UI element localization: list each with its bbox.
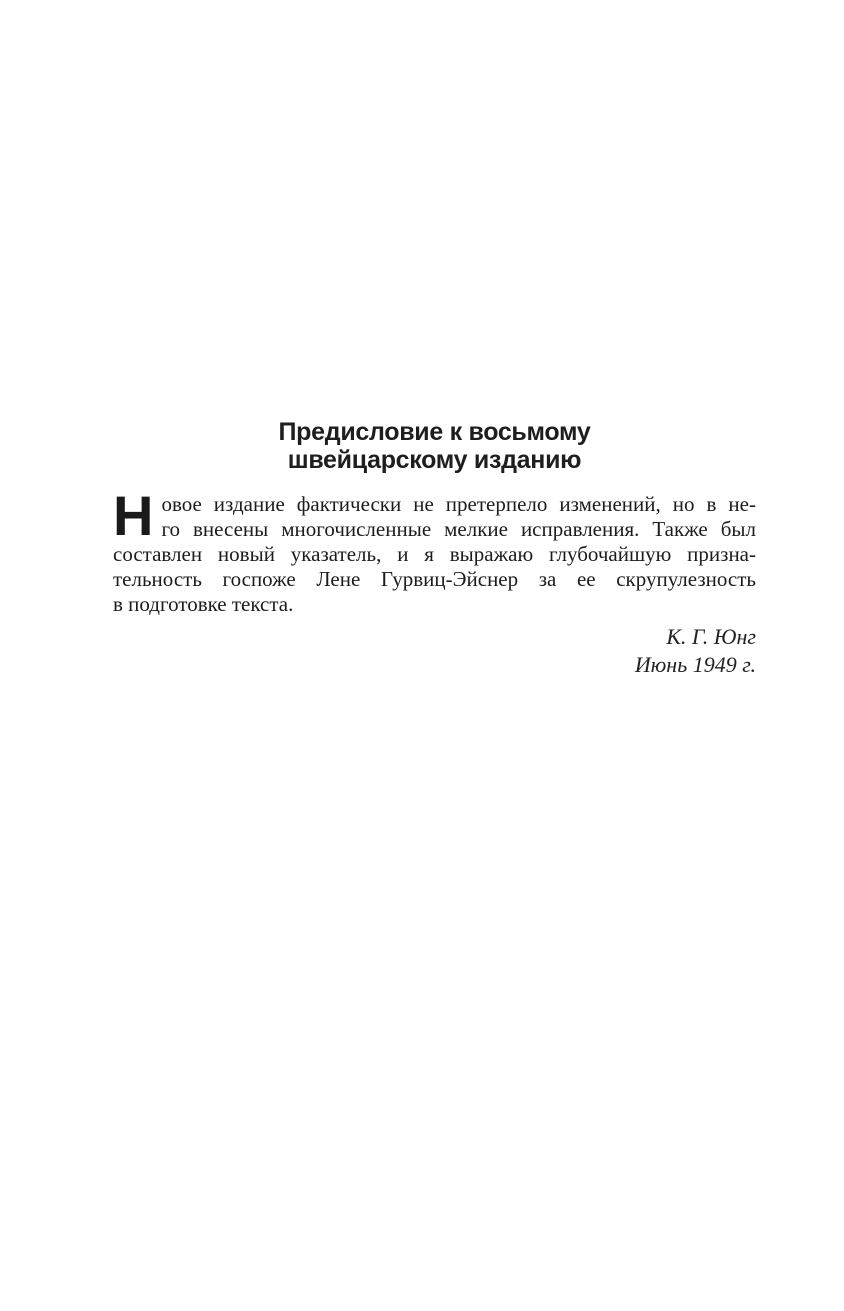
signature-block [113,623,756,679]
body-line: составлен новый указатель, и я выражаю глубочайшую призна- [113,542,756,566]
body-line: овое издание фактически не претерпело изменений, но в не- [161,492,756,516]
chapter-title [113,418,756,474]
body-line: тельность госпоже Лене Гурвиц-Эйснер за ее скрупулезность [113,567,756,591]
body-line: в подготовке текста. [113,592,294,616]
preface-paragraph [113,484,756,617]
body-line: го внесены многочисленные мелкие исправления. Также был [161,517,756,541]
page-content [113,418,756,679]
chapter-title-line-2: швейцарскому изданию [287,446,582,474]
signature-author: К. Г. Юнг [666,624,756,649]
drop-cap: Н [113,484,154,547]
chapter-title-line-1: Предисловие к восьмому [278,418,591,446]
signature-date: Июнь 1949 г. [634,652,756,677]
